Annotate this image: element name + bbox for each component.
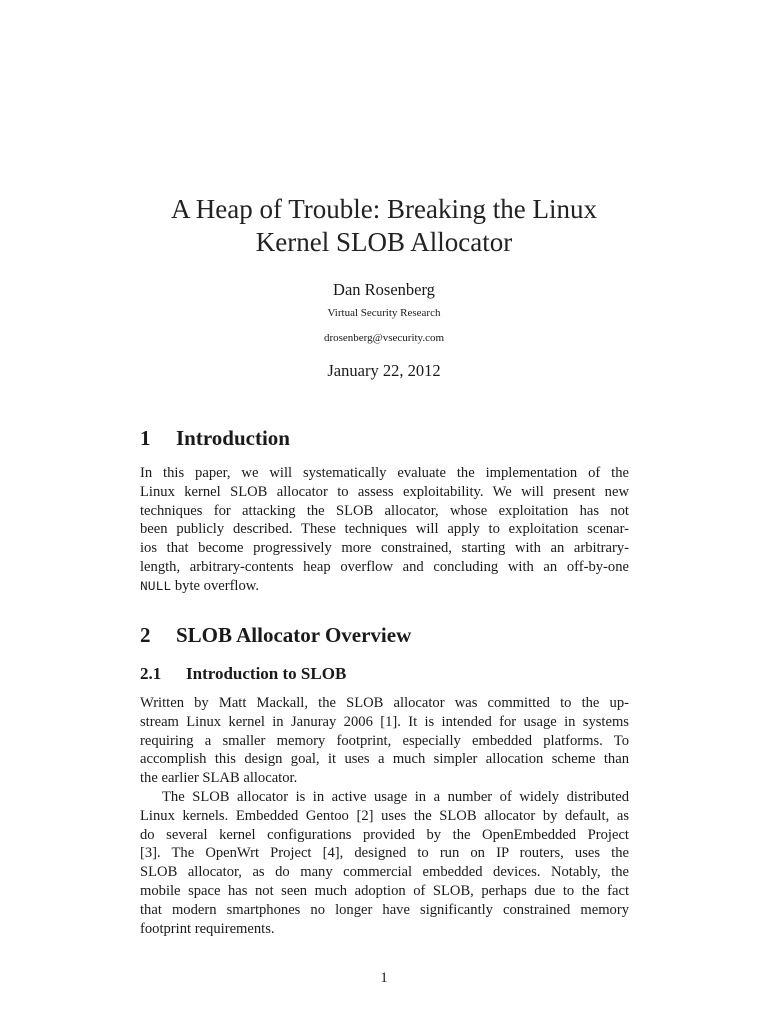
author-name: Dan Rosenberg bbox=[333, 280, 435, 299]
line-text: byte overflow. bbox=[171, 577, 260, 594]
paragraph-line: do several kernel configurations provided by the OpenEmbedded Project bbox=[140, 826, 629, 843]
title-line-2: Kernel SLOB Allocator bbox=[255, 227, 513, 257]
paragraph-line: Linux kernel SLOB allocator to assess exploitability. We will present new bbox=[140, 483, 629, 500]
paper-date: January 22, 2012 bbox=[327, 361, 441, 380]
introduction-paragraph bbox=[140, 464, 629, 597]
paragraph-line: length, arbitrary-contents heap overflow and concluding with an off-by-one bbox=[140, 558, 629, 575]
paragraph-line: techniques for attacking the SLOB allocator, whose exploitation has not bbox=[140, 502, 629, 519]
title-line-1: A Heap of Trouble: Breaking the Linux bbox=[171, 194, 597, 224]
slob-paragraph-2 bbox=[140, 788, 629, 938]
slob-paragraph-1 bbox=[140, 694, 629, 788]
paragraph-line: footprint requirements. bbox=[140, 920, 275, 937]
paragraph-line: Linux kernels. Embedded Gentoo [2] uses the SLOB allocator by default, as bbox=[140, 807, 629, 824]
section-heading-introduction bbox=[140, 425, 290, 451]
paragraph-line: accomplish this design goal, it uses a much simpler allocation scheme than bbox=[140, 751, 629, 768]
paragraph-line: requiring a smaller memory footprint, especially embedded platforms. To bbox=[140, 732, 629, 749]
section-heading-slob-overview bbox=[140, 622, 411, 648]
paragraph-line: Written by Matt Mackall, the SLOB allocator was committed to the up- bbox=[140, 695, 629, 711]
paragraph-line: been publicly described. These techniques will apply to exploitation scenar- bbox=[140, 521, 629, 538]
paragraph-line: The SLOB allocator is in active usage in a number of widely distributed bbox=[162, 789, 629, 805]
paragraph-line: mobile space has not seen much adoption of SLOB, perhaps due to the fact bbox=[140, 882, 629, 899]
paragraph-line: stream Linux kernel in Januray 2006 [1]. It is intended for usage in systems bbox=[140, 713, 629, 730]
subsection-title: Introduction to SLOB bbox=[186, 664, 347, 683]
paragraph-line: In this paper, we will systematically evaluate the implementation of the bbox=[140, 465, 629, 481]
paragraph-line: that modern smartphones no longer have significantly constrained memory bbox=[140, 901, 629, 918]
subsection-heading-intro-slob bbox=[140, 663, 346, 685]
paragraph-line: [3]. The OpenWrt Project [4], designed to run on IP routers, uses the bbox=[140, 845, 629, 862]
author-affiliation: Virtual Security Research bbox=[327, 307, 441, 319]
subsection-number: 2.1 bbox=[140, 664, 162, 683]
section-title: SLOB Allocator Overview bbox=[176, 623, 412, 647]
page-number: 1 bbox=[380, 970, 388, 986]
paper-title bbox=[0, 193, 768, 259]
paragraph-line: the earlier SLAB allocator. bbox=[140, 770, 298, 787]
inline-code: NULL bbox=[140, 578, 172, 594]
section-title: Introduction bbox=[176, 426, 290, 450]
section-number: 2 bbox=[140, 623, 151, 647]
paragraph-line bbox=[140, 577, 629, 597]
paragraph-line: ios that become progressively more constrained, starting with an arbitrary- bbox=[140, 540, 629, 557]
paragraph-line: SLOB allocator, as do many commercial embedded devices. Notably, the bbox=[140, 864, 629, 881]
author-email: drosenberg@vsecurity.com bbox=[323, 332, 445, 344]
section-number: 1 bbox=[140, 426, 151, 450]
